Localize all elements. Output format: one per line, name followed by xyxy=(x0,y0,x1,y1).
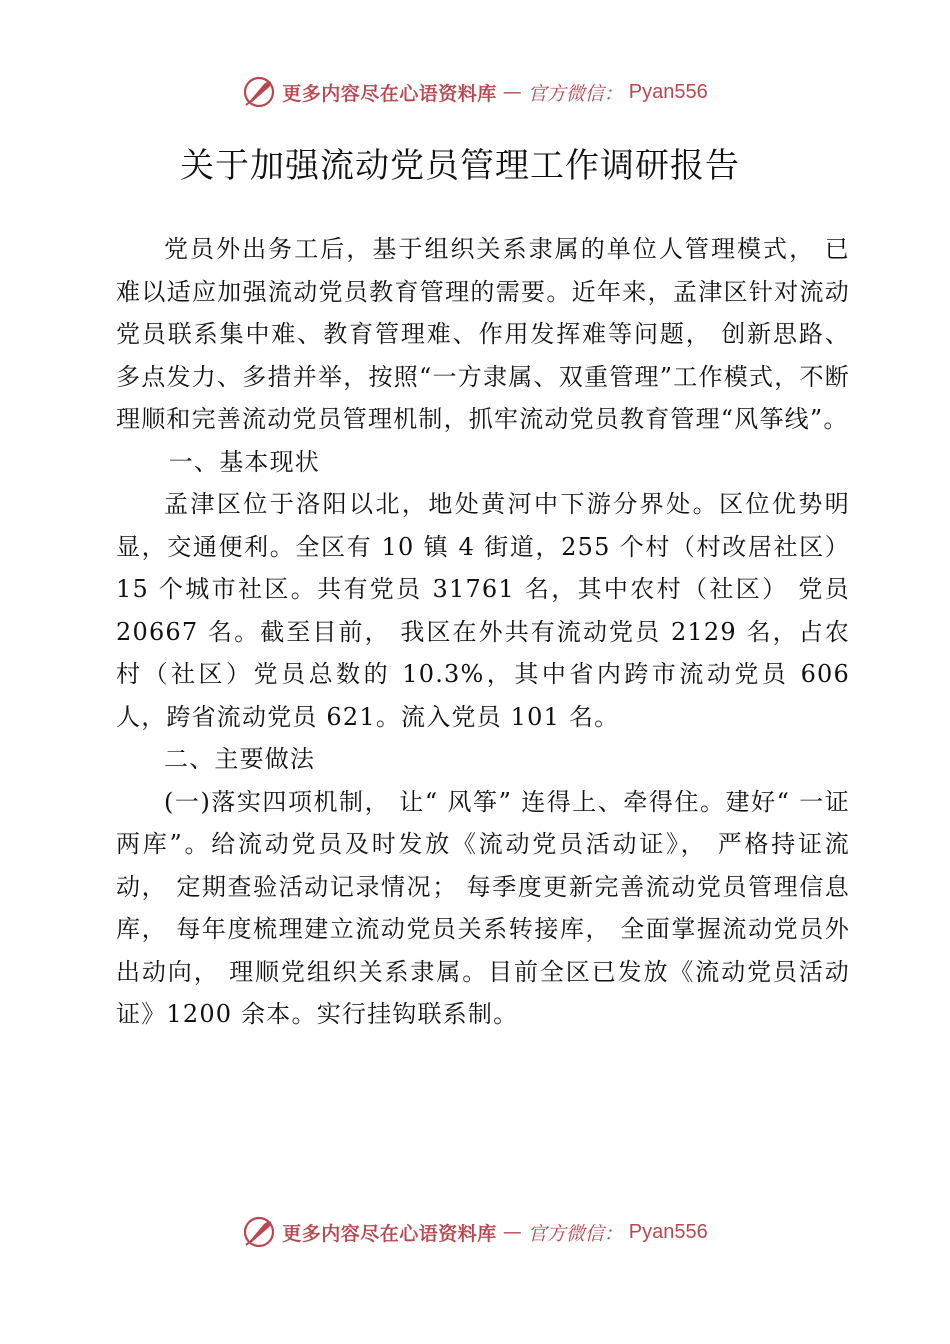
quill-pen-logo-icon xyxy=(242,1215,276,1249)
document-body xyxy=(116,228,850,1036)
banner-text: 更多内容尽在心语资料库 xyxy=(282,82,497,105)
quill-pen-logo-icon xyxy=(242,75,276,109)
footer-watermark-banner xyxy=(0,1212,950,1252)
banner-wechat-id: Pyan556 xyxy=(628,1220,708,1243)
intro-paragraph: 党员外出务工后，基于组织关系隶属的单位人管理模式， 已难以适应加强流动党员教育管理的需要。近年来，孟津区针对流动党员联系集中难、教育管理难、作用发挥难等问题， 创新思路、多点发力、多措并举，按照“一方隶属、双重管理”工作模式，不断理顺和完善流动党员管理机制，抓牢流动党员教育管理“风筝线”。 xyxy=(116,235,850,433)
banner-wechat-label: 官方微信： xyxy=(527,1222,623,1245)
section-heading-basic-status: 一、基本现状 xyxy=(168,447,320,476)
banner-wechat-label: 官方微信： xyxy=(527,82,623,105)
banner-separator: — xyxy=(502,81,522,103)
document-title: 关于加强流动党员管理工作调研报告 xyxy=(180,146,740,186)
header-watermark-banner xyxy=(0,72,950,112)
basic-status-paragraph: 孟津区位于洛阳以北，地处黄河中下游分界处。区位优势明显，交通便利。全区有 10 镇 4 街道，255 个村（村改居社区）15 个城市社区。共有党员 31761 名，其中农村（社区） 党员 20667 名。截至目前， 我区在外共有流动党员 2129 名，占农村（社区）党员总数的 10.3%，其中省内跨市流动党员 606 人，跨省流动党员 621。流入党员 101 名。 xyxy=(116,490,850,731)
main-practices-paragraph: (一)落实四项机制， 让“ 风筝” 连得上、牵得住。建好“ 一证两库”。给流动党员及时发放《流动党员活动证》， 严格持证流动， 定期查验活动记录情况； 每季度更新完善流动党员管理信息库， 每年度梳理建立流动党员关系转接库， 全面掌握流动党员外出动向， 理顺党组织关系隶属。目前全区已发放《流动党员活动证》1200 余本。实行挂钩联系制。 xyxy=(116,787,850,1028)
banner-separator: — xyxy=(502,1221,522,1243)
section-heading-main-practices: 二、主要做法 xyxy=(164,745,316,773)
banner-wechat-id: Pyan556 xyxy=(628,80,708,103)
banner-text: 更多内容尽在心语资料库 xyxy=(282,1222,497,1245)
